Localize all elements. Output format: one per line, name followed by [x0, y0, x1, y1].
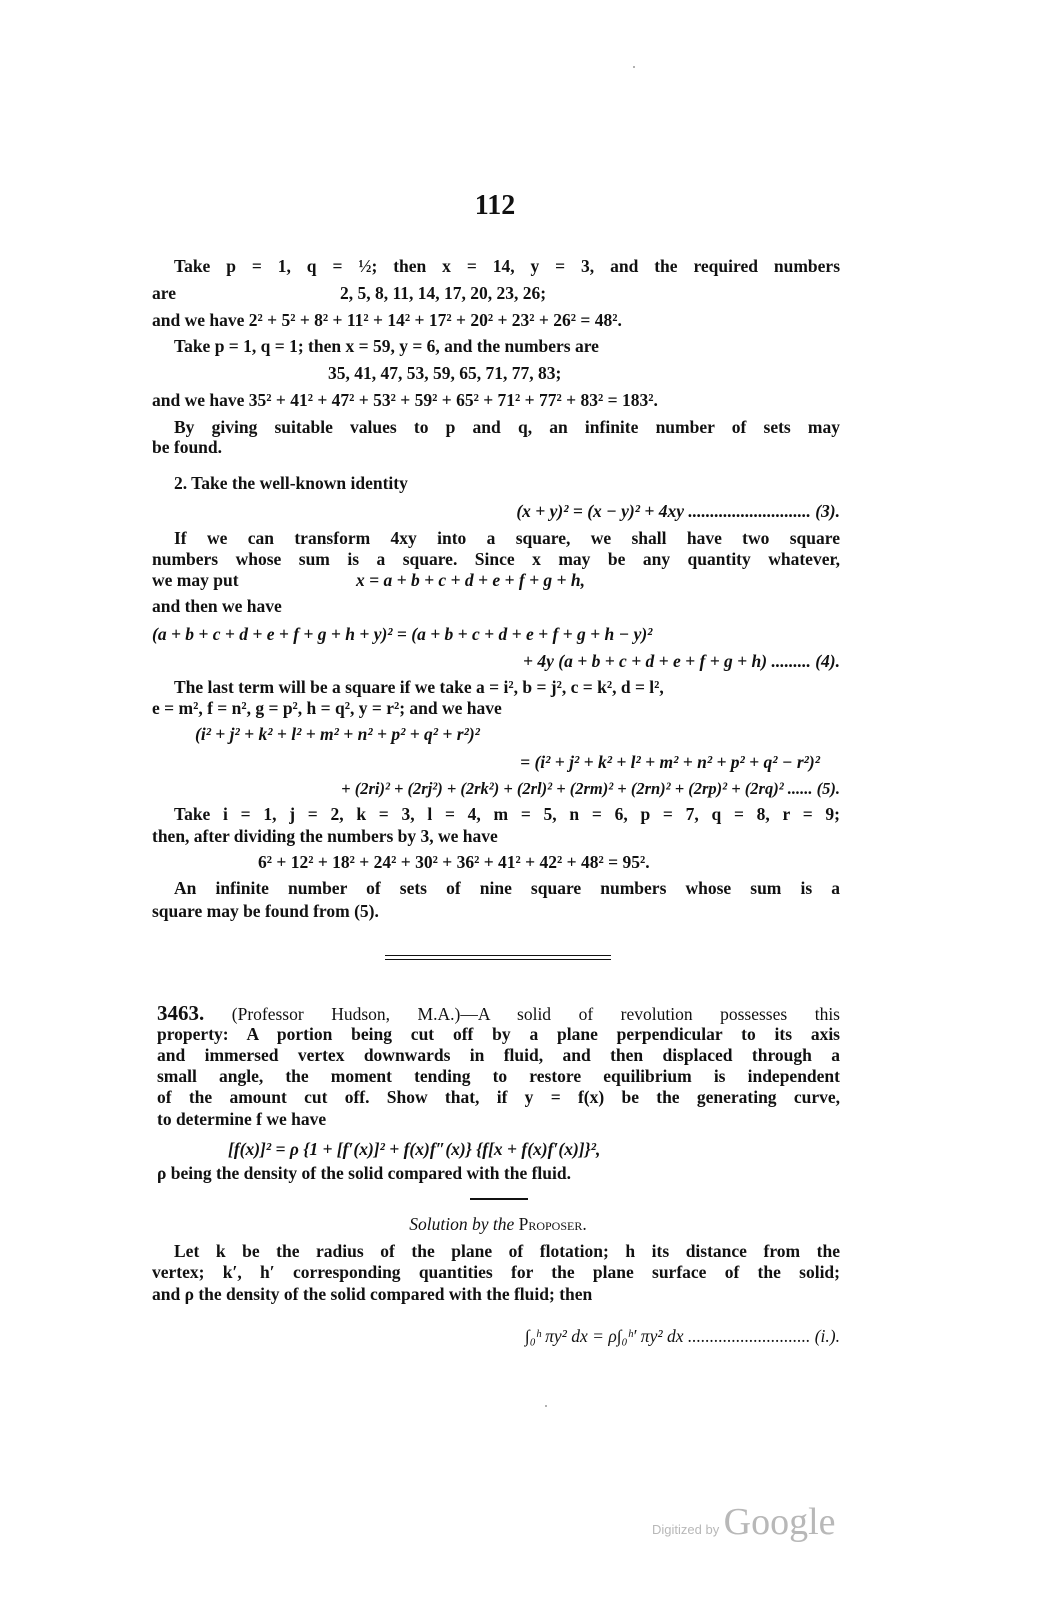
text-line: small angle, the moment tending to restore equilibrium is independent — [157, 1066, 840, 1086]
equation: (a + b + c + d + e + f + g + h + y)² = (a + b + c + d + e + f + g + h − y)² — [152, 624, 653, 644]
text-line: to determine f we have — [157, 1109, 327, 1129]
equation-4: + 4y (a + b + c + d + e + f + g + h) ......... (4). — [523, 651, 840, 671]
text-line: and then we have — [152, 596, 282, 616]
page-number: 112 — [474, 190, 516, 221]
text-line: numbers whose sum is a square. Since x may be any quantity whatever, — [152, 549, 840, 569]
text-line: Take i = 1, j = 2, k = 3, l = 4, m = 5, n = 6, p = 7, q = 8, r = 9; — [174, 804, 840, 824]
equation: (i² + j² + k² + l² + m² + n² + p² + q² + r²)² — [195, 724, 480, 744]
question-text: (Professor Hudson, M.A.)—A solid of revolution possesses this — [231, 1004, 840, 1024]
equation: 6² + 12² + 18² + 24² + 30² + 36² + 41² + 42² + 48² = 95². — [258, 852, 650, 872]
text-line: square may be found from (5). — [152, 901, 379, 921]
scan-speck — [633, 66, 635, 68]
text-line: Let k be the radius of the plane of flotation; h its distance from the — [174, 1241, 840, 1261]
double-rule-divider — [385, 955, 611, 960]
equation-i: ∫₀ʰ πy² dx = ρ∫₀ʰ′ πy² dx ............................ (i.). — [524, 1326, 840, 1346]
text-line: property: A portion being cut off by a plane perpendicular to its axis — [157, 1024, 840, 1044]
text-line: The last term will be a square if we take a = i², b = j², c = k², d = l², — [174, 677, 664, 697]
short-rule-divider — [470, 1198, 528, 1200]
text-line: If we can transform 4xy into a square, we shall have two square — [174, 528, 840, 548]
question-number: 3463. — [157, 1001, 205, 1025]
text-line: e = m², f = n², g = p², h = q², y = r²; and we have — [152, 698, 502, 718]
text-line: then, after dividing the numbers by 3, we have — [152, 826, 498, 846]
google-logo: Google — [723, 1501, 836, 1543]
question-first-line — [157, 1002, 840, 1025]
text-line: and ρ the density of the solid compared with the fluid; then — [152, 1284, 593, 1304]
solution-heading — [152, 1213, 844, 1235]
text-line: and immersed vertex downwards in fluid, and then displaced through a — [157, 1045, 840, 1065]
number-list: 35, 41, 47, 53, 59, 65, 71, 77, 83; — [328, 363, 562, 383]
equation: [f(x)]² = ρ {1 + [f′(x)]² + f(x)f″(x)} {f[x + f(x)f′(x)]}², — [228, 1139, 601, 1159]
text-line: ρ being the density of the solid compared with the fluid. — [157, 1163, 572, 1183]
equation: and we have 2² + 5² + 8² + 11² + 14² + 17² + 20² + 23² + 26² = 48². — [152, 310, 622, 330]
scan-speck — [545, 1405, 547, 1407]
text-line: of the amount cut off. Show that, if y = f(x) be the generating curve, — [157, 1087, 840, 1107]
text-line: vertex; k′, h′ corresponding quantities for the plane surface of the solid; — [152, 1262, 840, 1282]
equation: = (i² + j² + k² + l² + m² + n² + p² + q² − r²)² — [520, 752, 820, 772]
text-line: An infinite number of sets of nine square numbers whose sum is a — [174, 878, 840, 898]
text-line: By giving suitable values to p and q, an infinite number of sets may — [174, 417, 840, 437]
text-line: we may put — [152, 570, 239, 590]
text-line: be found. — [152, 437, 223, 457]
equation: and we have 35² + 41² + 47² + 53² + 59² + 65² + 71² + 77² + 83² = 183². — [152, 390, 658, 410]
number-list: 2, 5, 8, 11, 14, 17, 20, 23, 26; — [340, 283, 547, 303]
text-line: Take p = 1, q = 1; then x = 59, y = 6, and the numbers are — [174, 336, 599, 356]
heading-author: Proposer. — [518, 1214, 587, 1234]
equation-3: (x + y)² = (x − y)² + 4xy ............................ (3). — [516, 501, 840, 521]
equation-5: + (2ri)² + (2rj²) + (2rk²) + (2rl)² + (2rm)² + (2rn)² + (2rp)² + (2rq)² ...... (5). — [341, 779, 840, 798]
equation: x = a + b + c + d + e + f + g + h, — [356, 570, 585, 590]
heading-italic: Solution by the — [409, 1214, 515, 1234]
watermark-prefix: Digitized by — [652, 1522, 720, 1537]
text-line: are — [152, 283, 176, 303]
text-line: Take p = 1, q = ½; then x = 14, y = 3, and the required numbers — [174, 256, 840, 276]
digitized-by-google-watermark — [652, 1500, 836, 1544]
text-line: 2. Take the well-known identity — [174, 473, 408, 493]
